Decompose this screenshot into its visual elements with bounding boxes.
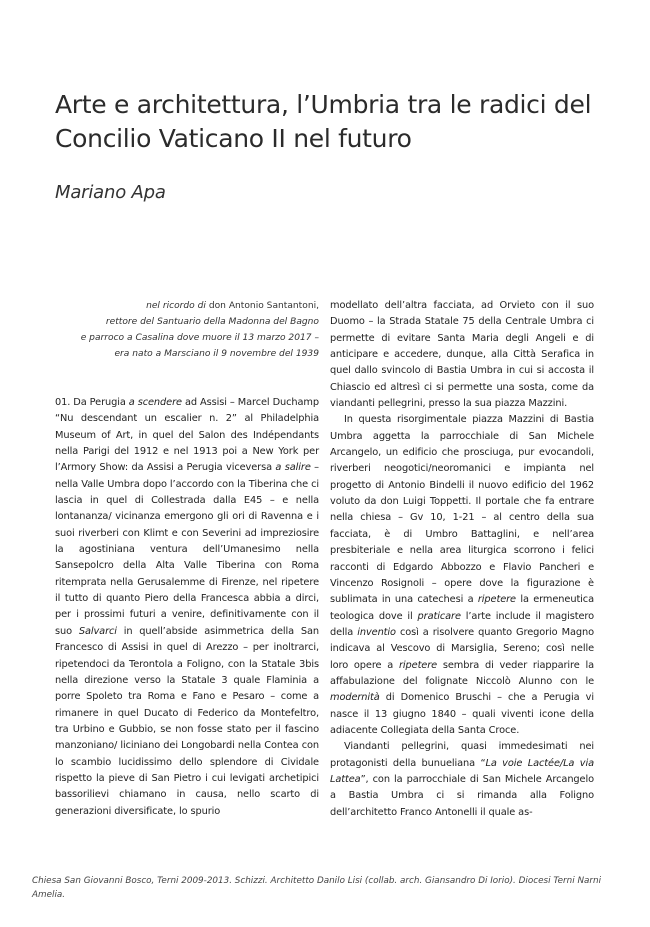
dedication	[40, 298, 319, 362]
paragraph: In questa risorgimentale piazza Mazzini di Bastia Umbra aggetta la parrocchiale di San Michele Arcangelo, un edificio che prosciuga, pur evocandoli, riverberi neogotici/neoromanici e impianta nel progetto di Antonio Bindelli il nuovo edificio del 1962 voluto da don Luigi Toppetti. Il portale che fa entrare nella chiesa – Gv 10, 1-21 – al centro della sua facciata, è di Umbro Battaglini, e nell’area presbiteriale e nella area liturgica scorrono i felici racconti di Edgardo Abbozzo e Flavio Pancheri e Vincenzo Rosignoli – opere dove la figurazione è sublimata in una catechesi a ripetere la ermeneutica teologica dove il praticare l’arte include il magistero della inventio così a risolvere quanto Gregorio Magno indicava al Vescovo di Marsiglia, Sereno; così nelle loro opere a ripetere sembra di veder riapparire la affabulazione del folignate Niccolò Alunno con le modernità di Domenico Bruschi – che a Perugia vi nasce il 13 giugno 1840 – quali viventi icone della adiacente Collegiata della Santa Croce.	[330, 414, 594, 736]
article-author: Mariano Apa	[55, 182, 166, 203]
dedication-line: e parroco a Casalina dove muore il 13 marzo 2017 –	[80, 333, 319, 343]
article-title: Arte e architettura, l’Umbria tra le radici del Concilio Vaticano II nel futuro	[55, 90, 592, 153]
dedication-line: nel ricordo di don Antonio Santantoni,	[146, 301, 319, 311]
left-column	[55, 395, 319, 820]
figure-caption: Chiesa San Giovanni Bosco, Terni 2009-2013. Schizzi. Architetto Danilo Lisi (collab. arch. Giansandro Di Iorio). Diocesi Terni Narni Amelia.	[32, 876, 602, 900]
paragraph: Viandanti pellegrini, quasi immedesimati nei protagonisti della bunueliana “La voie Lactée/La via Lattea”, con la parrocchiale di San Michele Arcangelo a Bastia Umbra ci si rimanda alla Foligno dell’architetto Franco Antonelli il quale as-	[330, 741, 594, 818]
dedication-line: rettore del Santuario della Madonna del Bagno	[105, 317, 319, 327]
paragraph: modellato dell’altra facciata, ad Orvieto con il suo Duomo – la Strada Statale 75 della Centrale Umbra ci permette di evitare Santa Maria degli Angeli e di anticipare e accedere, dunque, alla Città Serafica in quel dallo svincolo di Bastia Umbra in cui si accosta il Chiascio ed altresì ci si permette una sosta, come da viandanti pellegrini, presso la sua piazza Mazzini.	[330, 300, 594, 410]
right-column	[330, 298, 594, 821]
paragraph: 01. Da Perugia a scendere ad Assisi – Marcel Duchamp “Nu descendant un escalier n. 2” al Philadelphia Museum of Art, in quel del Salon des Indépendants nella Parigi del 1912 e nel 1913 poi a New York per l’Armory Show: da Assisi a Perugia viceversa a salire – nella Valle Umbra dopo l’accordo con la Tiberina che ci lascia in quel di Collestrada dalla E45 – e nella lontananza/ vicinanza emergono gli ori di Ravenna e i suoi riverberi con Klimt e con Severini ad impreziosire la agostiniana ventura dell’Umanesimo nella Sansepolcro della Alta Valle Tiberina con Roma ritemprata nella Gerusalemme di Firenze, nel ripetere il tutto di quanto Piero della Francesca abbia a dirci, per i prossimi futuri a venire, definitivamente con il suo Salvarci in quell’abside asimmetrica della San Francesco di Assisi in quel di Arezzo – per inoltrarci, ripetendoci da Terontola a Foligno, con la Statale 3bis nella direzione verso la Statale 3 quale Flaminia a porre Spoleto tra Roma e Fano e Pesaro – come a rimanere in quel Ducato di Federico da Montefeltro, tra Urbino e Gubbio, se non fosse stato per il fascino manzoniano/ liciniano dei Longobardi nella Contea con lo scambio lucidissimo dello splendore di Cividale rispetto la pieve di San Pietro i cui levigati archetipici bassorilievi chiamano in causa, nello scarto di generazioni diversificate, lo spurio	[55, 397, 319, 817]
dedication-line: era nato a Marsciano il 9 novembre del 1939	[114, 349, 319, 359]
